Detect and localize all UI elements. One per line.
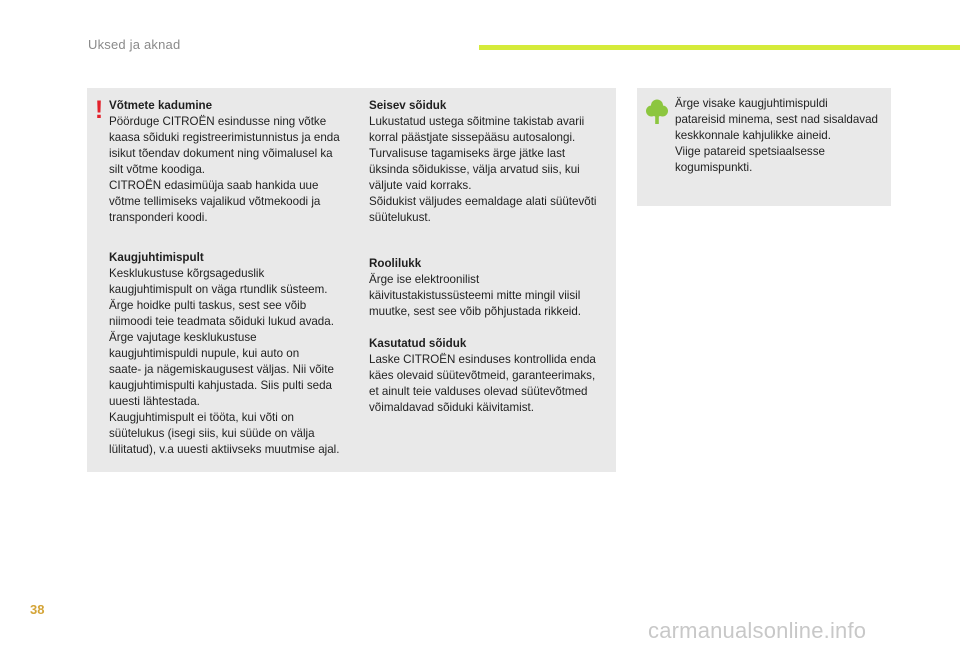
section-remote-control	[109, 250, 359, 458]
section-heading: Kasutatud sõiduk	[369, 337, 467, 350]
section-body: Kesklukustuse kõrgsageduslik kaugjuhtimispult on väga rtundlik süsteem. Ärge hoidke pulti taskus, sest see võib niimoodi teie teadmata sõiduki lukud avada. Ärge vajutage kesklukustuse kaugjuhtimispuldi nupule, kui auto on saate- ja nägemiskaugusest väljas. Nii võite kaugjuhtimispulti kahjustada. Siis pulti seda uuesti lähtestada. Kaugjuhtimispult ei tööta, kui võti on süütelukus (isegi siis, kui süüde on välja lülitatud), v.a uuesti aktiivseks muutmise ajal.	[109, 267, 340, 456]
section-parked-vehicle	[369, 98, 614, 226]
header-accent-bar	[479, 45, 960, 50]
environment-text: Ärge visake kaugjuhtimispuldi patareisid minema, sest nad sisaldavad keskkonnale kahjulikke aineid. Viige patareid spetsiaalsesse kogumispunkti.	[675, 97, 878, 174]
tree-icon	[646, 99, 668, 125]
warning-column-right	[369, 98, 614, 432]
section-body: Ärge ise elektroonilist käivitustakistussüsteemi mitte mingil viisil muutke, sest see võib põhjustada rikkeid.	[369, 273, 582, 318]
watermark: carmanualsonline.info	[648, 618, 867, 643]
page-number: 38	[30, 602, 45, 617]
section-body: Pöörduge CITROËN esindusse ning võtke kaasa sõiduki registreerimistunnistus ja enda isikut tõendav dokument ning võimalusel ka silt võtme koodiga. CITROËN edasimüüja saab hankida uue võtme tellimiseks vajalikud võtmekoodi ja transponderi koodi.	[109, 115, 340, 224]
section-steering-lock	[369, 256, 614, 320]
exclamation-icon: !	[94, 96, 104, 124]
section-key-loss	[109, 98, 359, 226]
section-title: Uksed ja aknad	[88, 37, 181, 52]
section-body: Lukustatud ustega sõitmine takistab avarii korral päästjate sissepääsu autosalongi. Turvalisuse tagamiseks ärge jätke last üksinda sõidukisse, välja arvatud siis, kui väljute vaid korraks. Sõidukist väljudes eemaldage alati süütevõti süütelukust.	[369, 115, 597, 224]
section-used-vehicle	[369, 336, 614, 416]
section-body: Laske CITROËN esinduses kontrollida enda käes olevaid süütevõtmeid, garanteerimaks, et ainult teie valduses olevad süütevõtmed võimaldavad sõiduki käivitamist.	[369, 353, 596, 414]
section-heading: Võtmete kadumine	[109, 99, 213, 112]
warning-column-left	[109, 98, 359, 474]
section-heading: Seisev sõiduk	[369, 99, 447, 112]
section-heading: Roolilukk	[369, 257, 422, 270]
section-heading: Kaugjuhtimispult	[109, 251, 204, 264]
